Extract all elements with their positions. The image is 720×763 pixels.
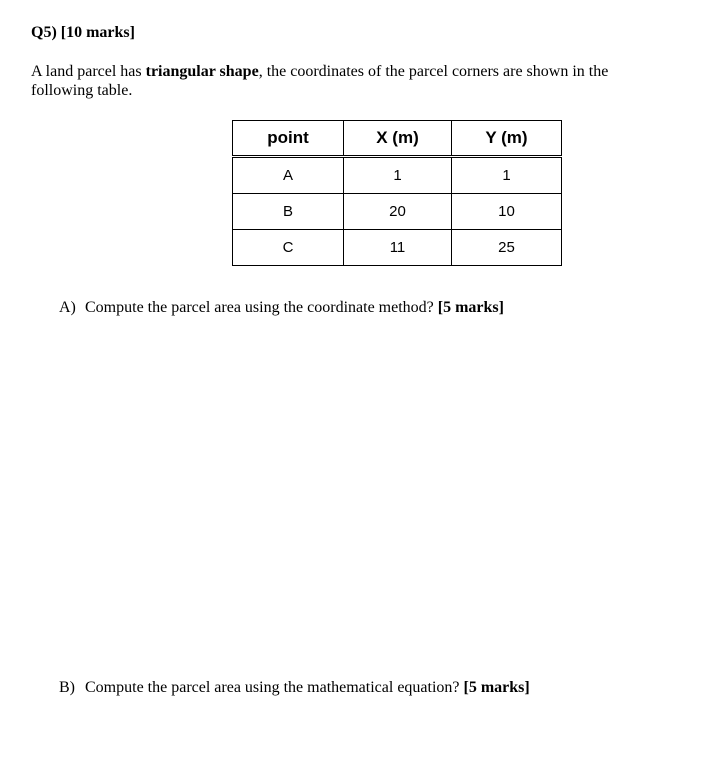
table-row [233,157,562,194]
cell-point: A [233,157,344,194]
table-header-row [233,121,562,157]
intro-paragraph [31,62,671,100]
cell-y: 10 [452,194,562,230]
part-b-question [59,679,530,697]
intro-emphasis: triangular shape [145,63,259,80]
question-title: Q5) [10 marks] [31,24,135,41]
cell-x: 20 [344,194,452,230]
cell-x: 1 [344,157,452,194]
part-a-text: Compute the parcel area using the coordinate method? [85,299,434,316]
cell-x: 11 [344,230,452,266]
cell-point: C [233,230,344,266]
header-y: Y (m) [452,121,562,157]
part-b-marks: [5 marks] [463,679,530,696]
table-row [233,194,562,230]
part-b-letter: B) [59,679,75,696]
part-b-text: Compute the parcel area using the mathematical equation? [85,679,460,696]
table-row [233,230,562,266]
header-point: point [233,121,344,157]
header-x: X (m) [344,121,452,157]
cell-y: 1 [452,157,562,194]
part-a-marks: [5 marks] [437,299,504,316]
part-a-question [59,299,504,317]
coordinates-table [232,120,562,266]
part-a-letter: A) [59,299,76,316]
intro-text-before: A land parcel has [31,63,146,80]
cell-y: 25 [452,230,562,266]
intro-text-after: , the coordinates of the parcel corners are shown in the following table. [31,63,609,99]
cell-point: B [233,194,344,230]
